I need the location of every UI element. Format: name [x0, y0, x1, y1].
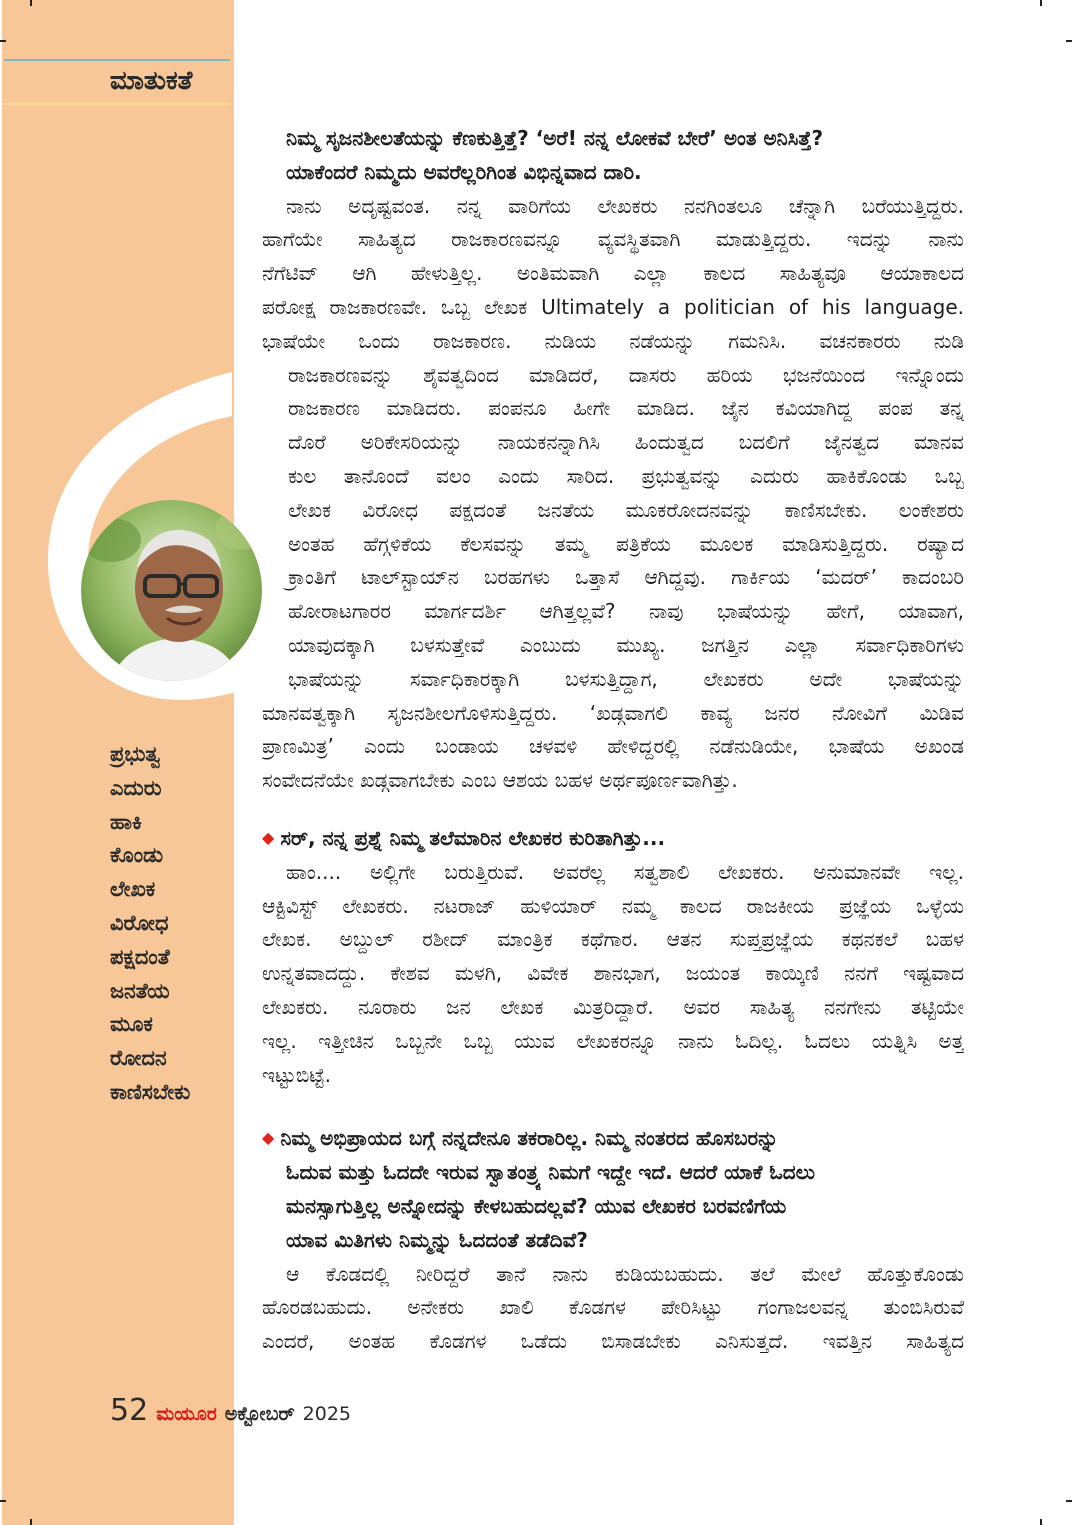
answer-line: ಲೇಖಕರು. ನೂರಾರು ಜನ ಲೇಖಕ ಮಿತ್ರರಿದ್ದಾರೆ. ಅವರ ಸಾಹಿತ್ಯ ನನಗೇನು ತಟ್ಟಿಯೇ	[262, 994, 964, 1019]
crop-mark	[0, 1500, 6, 1502]
question-text: ಸರ್, ನನ್ನ ಪ್ರಶ್ನೆ ನಿಮ್ಮ ತಲೆಮಾರಿನ ಲೇಖಕರ ಕುರಿತಾಗಿತ್ತು...	[280, 825, 666, 850]
pull-quote-word: ಎದುರು	[110, 775, 162, 800]
author-portrait	[81, 500, 262, 681]
intro-line: ಯಾಕೆಂದರೆ ನಿಮ್ಮದು ಅವರೆಲ್ಲರಿಗಿಂತ ವಿಭಿನ್ನವಾದ ದಾರಿ.	[286, 159, 642, 184]
pull-quote-word: ಕೊಂಡು	[110, 843, 164, 868]
question-line	[262, 1122, 964, 1156]
answer-line: ಎಂದರೆ, ಅಂತಹ ಕೊಡಗಳ ಒಡೆದು ಬಿಸಾಡಬೇಕು ಎನಿಸುತ್ತದೆ. ಇವತ್ತಿನ ಸಾಹಿತ್ಯದ	[262, 1329, 964, 1354]
issue-month: ಅಕ್ಟೋಬರ್	[224, 1403, 295, 1425]
answer-line: ಪ್ರಾಣಮಿತ್ರ’ ಎಂದು ಬಂಡಾಯ ಚಳವಳಿ ಹೇಳಿದ್ದರಲ್ಲಿ ನಡೆನುಡಿಯೇ, ಭಾಷೆಯ ಅಖಂಡ	[262, 734, 964, 759]
answer-line: ನೆಗೆಟಿವ್ ಆಗಿ ಹೇಳುತ್ತಿಲ್ಲ. ಅಂತಿಮವಾಗಿ ಎಲ್ಲಾ ಕಾಲದ ಸಾಹಿತ್ಯವೂ ಆಯಾಕಾಲದ	[262, 261, 964, 286]
answer-line: ಪರೋಕ್ಷ ರಾಜಕಾರಣವೇ. ಒಬ್ಬ ಲೇಖಕ Ultimately a politician of his language.	[262, 294, 964, 319]
pull-quote	[110, 738, 230, 1110]
question-line: ಮನಸ್ಸಾಗುತ್ತಿಲ್ಲ ಅನ್ನೋದನ್ನು ಕೇಳಬಹುದಲ್ಲವೆ? ಯುವ ಲೇಖಕರ ಬರವಣಿಗೆಯ	[286, 1193, 787, 1218]
pull-quote-word: ಜನತೆಯ	[110, 978, 170, 1003]
paragraph-gap	[262, 1092, 964, 1122]
article-body	[262, 122, 964, 1359]
answer-line: ಭಾಷೆಯನ್ನು ಸರ್ವಾಧಿಕಾರಕ್ಕಾಗಿ ಬಳಸುತ್ತಿದ್ದಾಗ, ಲೇಖಕರು ಅದೇ ಭಾಷೆಯನ್ನು	[288, 666, 964, 691]
pull-quote-word: ಮೂಕ	[110, 1012, 153, 1037]
answer-line: ಇಲ್ಲ. ಇತ್ತೀಚಿನ ಒಬ್ಬನೇ ಒಬ್ಬ ಯುವ ಲೇಖಕರನ್ನೂ ನಾನು ಓದಿಲ್ಲ. ಓದಲು ಯತ್ನಿಸಿ ಅತ್ತ	[262, 1028, 964, 1053]
answer-line: ಹೊರಡಬಹುದು. ಅನೇಕರು ಖಾಲಿ ಕೊಡಗಳ ಪೇರಿಸಿಟ್ಟು ಗಂಗಾಜಲವನ್ನ ತುಂಬಿಸಿರುವೆ	[262, 1295, 964, 1320]
diamond-bullet-icon: ◆	[262, 827, 275, 847]
pull-quote-word: ಕಾಣಿಸಬೇಕು	[110, 1079, 191, 1104]
answer-line: ಹೋರಾಟಗಾರರ ಮಾರ್ಗದರ್ಶಿ ಆಗಿತ್ತಲ್ಲವೆ? ನಾವು ಭಾಷೆಯನ್ನು ಹೇಗೆ, ಯಾವಾಗ,	[288, 599, 964, 624]
answer-line: ಇಟ್ಟುಬಿಟ್ಟೆ.	[262, 1062, 331, 1087]
answer-line: ಯಾವುದಕ್ಕಾಗಿ ಬಳಸುತ್ತೇವೆ ಎಂಬುದು ಮುಖ್ಯ. ಜಗತ್ತಿನ ಎಲ್ಲಾ ಸರ್ವಾಧಿಕಾರಿಗಳು	[288, 632, 964, 657]
answer-line: ಹಾಗೆಯೇ ಸಾಹಿತ್ಯದ ರಾಜಕಾರಣವನ್ನೂ ವ್ಯವಸ್ಥಿತವಾಗಿ ಮಾಡುತ್ತಿದ್ದರು. ಇದನ್ನು ನಾನು	[262, 227, 964, 252]
page-footer	[110, 1393, 351, 1428]
intro-line: ನಿಮ್ಮ ಸೃಜನಶೀಲತೆಯನ್ನು ಕೆಣಕುತ್ತಿತ್ತೆ? ‘ಅರೆ! ನನ್ನ ಲೋಕವೆ ಬೇರೆ’ ಅಂತ ಅನಿಸಿತ್ತೆ?	[286, 126, 824, 150]
question-line	[262, 822, 964, 856]
diamond-bullet-icon: ◆	[262, 1128, 275, 1148]
paragraph-gap	[262, 798, 964, 822]
section-label: ಮಾತುಕತೆ	[110, 66, 193, 96]
pull-quote-word: ರೋದನ	[110, 1046, 167, 1071]
answer-line: ಆ ಕೊಡದಲ್ಲಿ ನೀರಿದ್ದರೆ ತಾನೆ ನಾನು ಕುಡಿಯಬಹುದು. ತಲೆ ಮೇಲೆ ಹೊತ್ತುಕೊಂಡು	[286, 1261, 964, 1286]
issue-year: 2025	[302, 1403, 352, 1425]
answer-line: ದೊರೆ ಅರಿಕೇಸರಿಯನ್ನು ನಾಯಕನನ್ನಾಗಿಸಿ ಹಿಂದುತ್ವದ ಬದಲಿಗೆ ಜೈನತ್ವದ ಮಾನವ	[288, 430, 964, 455]
answer-line: ರಾಜಕಾರಣವನ್ನು ಶೈವತ್ವದಿಂದ ಮಾಡಿದರೆ, ದಾಸರು ಹರಿಯ ಭಜನೆಯಿಂದ ಇನ್ನೊಂದು	[288, 362, 964, 387]
answer-line: ಕುಲ ತಾನೊಂದೆ ವಲಂ ಎಂದು ಸಾರಿದ. ಪ್ರಭುತ್ವವನ್ನು ಎದುರು ಹಾಕಿಕೊಂಡು ಒಬ್ಬ	[288, 463, 964, 488]
answer-line: ಕ್ರಾಂತಿಗೆ ಟಾಲ್‌ಸ್ಟಾಯ್‌ನ ಬರಹಗಳು ಒತ್ತಾಸೆ ಆಗಿದ್ದವು. ಗಾರ್ಕಿಯ ‘ಮದರ್’ ಕಾದಂಬರಿ	[288, 565, 964, 590]
question-line: ಯಾವ ಮಿತಿಗಳು ನಿಮ್ಮನ್ನು ಓದದಂತೆ ತಡೆದಿವೆ?	[286, 1227, 588, 1252]
answer-line: ಮಾನವತ್ವಕ್ಕಾಗಿ ಸೃಜನಶೀಲಗೊಳಿಸುತ್ತಿದ್ದರು. ‘ಖಡ್ಗವಾಗಲಿ ಕಾವ್ಯ ಜನರ ನೋವಿಗೆ ಮಿಡಿವ	[262, 700, 964, 725]
answer-line: ಲೇಖಕ ವಿರೋಧ ಪಕ್ಷದಂತೆ ಜನತೆಯ ಮೂಕರೋದನವನ್ನು ಕಾಣಿಸಬೇಕು. ಲಂಕೇಶರು	[288, 497, 964, 522]
answer-line: ಸಂವೇದನೆಯೇ ಖಡ್ಗವಾಗಬೇಕು ಎಂಬ ಆಶಯ ಬಹಳ ಅರ್ಥಪೂರ್ಣವಾಗಿತ್ತು.	[262, 768, 738, 793]
answer-line: ರಾಜಕಾರಣ ಮಾಡಿದರು. ಪಂಪನೂ ಹೀಗೇ ಮಾಡಿದ. ಜೈನ ಕವಿಯಾಗಿದ್ದ ಪಂಪ ತನ್ನ	[288, 396, 964, 421]
crop-mark	[1066, 1500, 1072, 1502]
crop-mark	[1066, 40, 1072, 42]
answer-line: ನಾನು ಅದೃಷ್ಟವಂತ. ನನ್ನ ವಾರಿಗೆಯ ಲೇಖಕರು ನನಗಿಂತಲೂ ಚೆನ್ನಾಗಿ ಬರೆಯುತ್ತಿದ್ದರು.	[286, 193, 964, 218]
crop-mark	[30, 1519, 32, 1525]
answer-line: ಭಾಷೆಯೇ ಒಂದು ರಾಜಕಾರಣ. ನುಡಿಯ ನಡೆಯನ್ನು ಗಮನಿಸಿ. ವಚನಕಾರರು ನುಡಿ	[262, 328, 964, 353]
pull-quote-word: ಪಕ್ಷದಂತೆ	[110, 944, 170, 969]
pull-quote-word: ಪ್ರಭುತ್ವ	[110, 742, 161, 766]
answer-line: ಉನ್ನತವಾದದ್ದು. ಕೇಶವ ಮಳಗಿ, ವಿವೇಕ ಶಾನಭಾಗ, ಜಯಂತ ಕಾಯ್ಕಿಣಿ ನನಗೆ ಇಷ್ಟವಾದ	[262, 961, 964, 986]
question-text: ನಿಮ್ಮ ಅಭಿಪ್ರಾಯದ ಬಗ್ಗೆ ನನ್ನದೇನೂ ತಕರಾರಿಲ್ಲ. ನಿಮ್ಮ ನಂತರದ ಹೊಸಬರನ್ನು	[280, 1126, 779, 1151]
magazine-name: ಮಯೂರ	[156, 1403, 217, 1425]
page-number: 52	[110, 1393, 149, 1428]
question-line: ಓದುವ ಮತ್ತು ಓದದೇ ಇರುವ ಸ್ವಾತಂತ್ರ್ಯ ನಿಮಗೆ ಇದ್ದೇ ಇದೆ. ಆದರೆ ಯಾಕೆ ಓದಲು	[286, 1160, 816, 1185]
pull-quote-word: ವಿರೋಧ	[110, 910, 169, 935]
answer-line: ಲೇಖಕ. ಅಬ್ದುಲ್ ರಶೀದ್ ಮಾಂತ್ರಿಕ ಕಥೆಗಾರ. ಆತನ ಸುಪ್ತಪ್ರಜ್ಞೆಯ ಕಥನಕಲೆ ಬಹಳ	[262, 927, 964, 952]
pull-quote-word: ಲೇಖಕ	[110, 877, 156, 902]
crop-mark	[1040, 0, 1042, 6]
answer-line: ಅಂತಹ ಹೆಗ್ಗಳಿಕೆಯ ಕೆಲಸವನ್ನು ತಮ್ಮ ಪತ್ರಿಕೆಯ ಮೂಲಕ ಮಾಡಿಸುತ್ತಿದ್ದರು. ರಷ್ಯಾದ	[288, 531, 964, 556]
crop-mark	[1040, 1519, 1042, 1525]
pull-quote-word: ಹಾಕಿ	[110, 809, 142, 834]
answer-line: ಆಕ್ಟಿವಿಸ್ಟ್ ಲೇಖಕರು. ನಟರಾಜ್ ಹುಳಿಯಾರ್ ನಮ್ಮ ಕಾಲದ ರಾಜಕೀಯ ಪ್ರಜ್ಞೆಯ ಒಳ್ಳೆಯ	[262, 893, 964, 918]
answer-line: ಹಾಂ.... ಅಲ್ಲಿಗೇ ಬರುತ್ತಿರುವೆ. ಅವರೆಲ್ಲ ಸತ್ವಶಾಲಿ ಲೇಖಕರು. ಅನುಮಾನವೇ ಇಲ್ಲ.	[286, 859, 964, 884]
